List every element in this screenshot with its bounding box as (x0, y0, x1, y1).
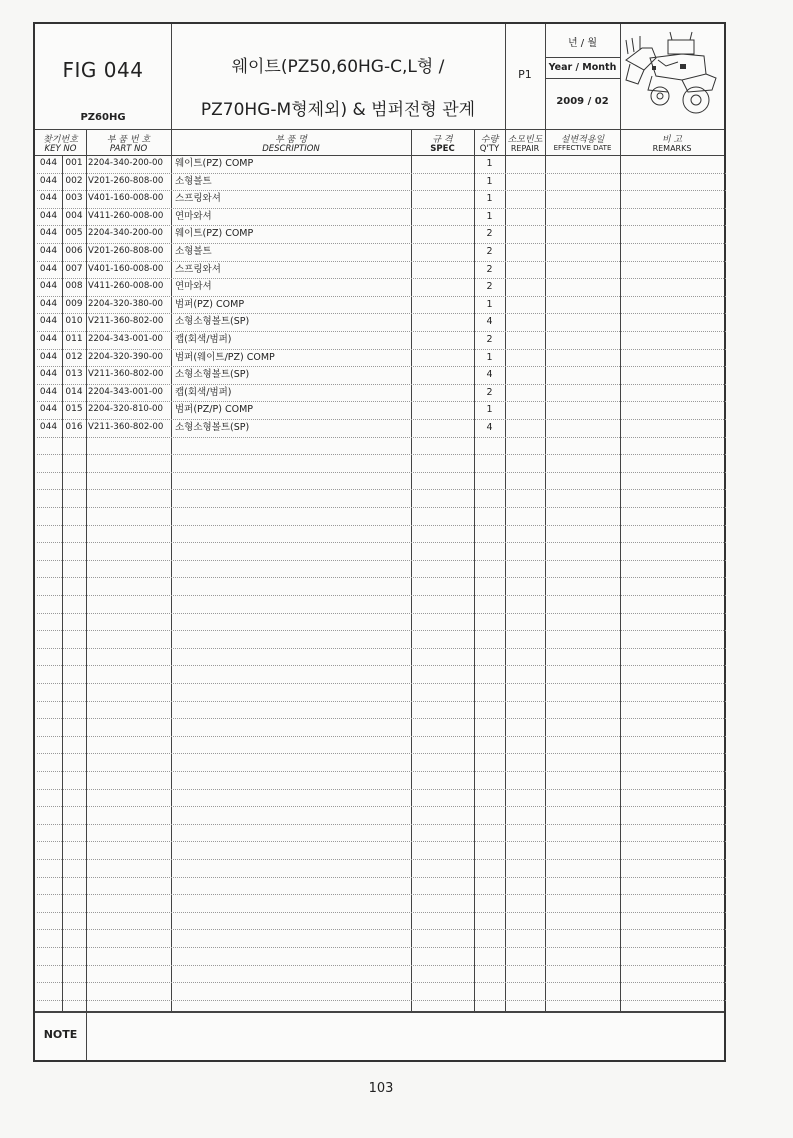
key-number-cell: 009 (65, 298, 83, 309)
fig-number-cell: 044 (39, 422, 58, 432)
description-cell: 연마와셔 (175, 210, 212, 222)
quantity-cell: 1 (486, 298, 493, 310)
fig-number-cell: 044 (39, 404, 58, 415)
part-number-cell: V411-260-008-00 (88, 210, 164, 221)
quantity-cell: 2 (486, 263, 493, 275)
key-number-cell: 012 (65, 351, 83, 362)
fig-number-cell: 044 (39, 316, 58, 327)
col-description-ko: 부 품 명 (275, 135, 307, 145)
key-number-cell: 007 (65, 263, 83, 274)
key-number-cell: 014 (65, 386, 83, 397)
part-number-cell: V211-360-802-00 (88, 369, 164, 380)
row-separator (37, 929, 726, 930)
col-spec-ko: 규 격 (432, 135, 453, 145)
quantity-cell: 1 (486, 158, 493, 169)
part-number-cell: 2204-320-810-00 (88, 404, 163, 415)
key-number-cell: 016 (65, 422, 83, 432)
quantity-cell: 4 (486, 369, 493, 381)
quantity-cell: 2 (486, 228, 493, 240)
part-number-cell: V401-160-008-00 (88, 193, 164, 204)
row-separator (37, 806, 726, 807)
col-effective-date-ko: 설변적용일 (560, 135, 605, 145)
row-separator (37, 595, 726, 596)
description-cell: 캡(회색/범퍼) (175, 334, 232, 345)
quantity-cell: 4 (486, 316, 493, 328)
col-description-en: DESCRIPTION (262, 144, 320, 154)
description-cell: 소형볼트 (175, 175, 212, 187)
key-number-cell: 013 (65, 369, 83, 380)
parts-list-frame (33, 22, 726, 1062)
note-divider (86, 1011, 87, 1060)
key-number-cell: 011 (65, 334, 83, 344)
machine-illustration (622, 30, 722, 122)
page-title-line2: PZ70HG-M형제외) & 범퍼전형 관계 (200, 100, 476, 120)
row-separator (37, 736, 726, 737)
row-separator (37, 753, 726, 754)
row-separator (37, 701, 726, 702)
col-remarks-en: REMARKS (652, 144, 692, 153)
col-remarks-ko: 비 고 (661, 135, 683, 145)
fig-label: FIG 044 (62, 58, 144, 82)
fig-number-cell: 044 (39, 298, 58, 309)
description-cell: 스프링와셔 (175, 263, 221, 275)
row-separator (37, 771, 726, 772)
description-cell: 범퍼(PZ/P) COMP (175, 404, 253, 416)
description-cell: 스프링와셔 (175, 193, 221, 205)
description-cell: 소형소형볼트(SP) (175, 422, 250, 433)
col-qty-en: Q'TY (479, 144, 500, 154)
row-separator (37, 824, 726, 825)
quantity-cell: 2 (486, 281, 493, 293)
fig-number-cell: 044 (39, 193, 58, 204)
row-separator (37, 1000, 726, 1001)
page-number: 103 (368, 1081, 394, 1096)
fig-number-cell: 044 (39, 246, 58, 256)
quantity-cell: 1 (486, 175, 493, 187)
note-label: NOTE (43, 1028, 78, 1041)
fig-number-cell: 044 (39, 263, 58, 274)
note-top-line (35, 1011, 724, 1013)
quantity-cell: 4 (486, 422, 493, 433)
row-separator (37, 718, 726, 719)
description-cell: 범퍼(웨이트/PZ) COMP (175, 351, 275, 363)
col-repair-ko: 소모빈도 (507, 135, 543, 145)
part-number-cell: V211-360-802-00 (88, 316, 164, 327)
row-separator (37, 489, 726, 490)
quantity-cell: 1 (486, 404, 493, 416)
page-code: P1 (518, 68, 532, 81)
quantity-cell: 2 (486, 246, 493, 257)
key-number-cell: 006 (65, 246, 83, 256)
row-separator (37, 560, 726, 561)
row-separator (37, 577, 726, 578)
part-number-cell: 2204-340-200-00 (88, 228, 163, 239)
row-separator (37, 630, 726, 631)
part-number-cell: V411-260-008-00 (88, 281, 164, 292)
row-separator (37, 648, 726, 649)
description-cell: 연마와셔 (175, 281, 212, 293)
col-part-no-en: PART NO (109, 144, 148, 154)
row-separator (37, 525, 726, 526)
fig-number-cell: 044 (39, 386, 58, 397)
year-month-en: Year / Month (548, 62, 617, 73)
row-separator (37, 683, 726, 684)
row-separator (37, 841, 726, 842)
row-separator (37, 665, 726, 666)
quantity-cell: 1 (486, 210, 493, 222)
row-separator (37, 912, 726, 913)
col-effective-date-en: EFFECTIVE DATE (553, 144, 612, 152)
part-number-cell: V201-260-808-00 (88, 175, 164, 186)
row-separator (37, 859, 726, 860)
key-number-cell: 004 (65, 210, 83, 221)
col-key-no-ko: 찾기번호 (43, 135, 78, 145)
fig-number-cell: 044 (39, 351, 58, 362)
col-spec-en: SPEC (430, 144, 455, 154)
description-cell: 소형소형볼트(SP) (175, 369, 250, 381)
col-key-no-en: KEY NO (44, 144, 77, 154)
quantity-cell: 2 (486, 334, 493, 345)
year-month-ko: 년 / 월 (567, 38, 598, 49)
part-number-cell: 2204-320-390-00 (88, 351, 163, 362)
date-line-1 (545, 57, 620, 58)
key-number-cell: 015 (65, 404, 83, 415)
part-number-cell: 2204-343-001-00 (88, 334, 163, 344)
description-cell: 캡(회색/범퍼) (175, 386, 232, 398)
row-separator (37, 542, 726, 543)
row-separator (37, 982, 726, 983)
description-cell: 웨이트(PZ) COMP (175, 158, 254, 169)
date-line-2 (545, 78, 620, 79)
description-cell: 웨이트(PZ) COMP (175, 228, 254, 240)
col-repair-en: REPAIR (510, 144, 540, 153)
row-separator (37, 789, 726, 790)
fig-number-cell: 044 (39, 210, 58, 221)
col-qty-ko: 수량 (480, 135, 499, 145)
key-number-cell: 001 (65, 158, 83, 168)
quantity-cell: 1 (486, 193, 493, 205)
row-separator (37, 965, 726, 966)
part-number-cell: V211-360-802-00 (88, 422, 164, 432)
row-separator (37, 472, 726, 473)
fig-number-cell: 044 (39, 228, 58, 239)
key-number-cell: 008 (65, 281, 83, 292)
row-separator (37, 894, 726, 895)
col-part-no-ko: 부 품 번 호 (106, 135, 151, 145)
description-cell: 소형볼트 (175, 246, 212, 257)
key-number-cell: 002 (65, 175, 83, 186)
key-number-cell: 010 (65, 316, 83, 327)
header-divider-date (620, 24, 621, 129)
fig-number-cell: 044 (39, 334, 58, 344)
key-number-cell: 003 (65, 193, 83, 204)
part-number-cell: V401-160-008-00 (88, 263, 164, 274)
row-separator (37, 507, 726, 508)
part-number-cell: 2204-343-001-00 (88, 386, 163, 397)
part-number-cell: 2204-340-200-00 (88, 158, 163, 168)
issue-date: 2009 / 02 (556, 96, 609, 107)
model-label: PZ60HG (80, 112, 126, 123)
description-cell: 소형소형볼트(SP) (175, 316, 250, 328)
page-title-line1: 웨이트(PZ50,60HG-C,L형 / (231, 57, 445, 77)
key-number-cell: 005 (65, 228, 83, 239)
fig-number-cell: 044 (39, 281, 58, 292)
fig-number-cell: 044 (39, 175, 58, 186)
row-separator (37, 437, 726, 438)
fig-number-cell: 044 (39, 369, 58, 380)
part-number-cell: 2204-320-380-00 (88, 298, 163, 309)
description-cell: 범퍼(PZ) COMP (175, 298, 245, 310)
row-separator (37, 613, 726, 614)
row-separator (37, 947, 726, 948)
part-number-cell: V201-260-808-00 (88, 246, 164, 256)
row-separator (37, 454, 726, 455)
quantity-cell: 1 (486, 351, 493, 363)
row-separator (37, 877, 726, 878)
quantity-cell: 2 (486, 386, 493, 398)
fig-number-cell: 044 (39, 158, 58, 168)
